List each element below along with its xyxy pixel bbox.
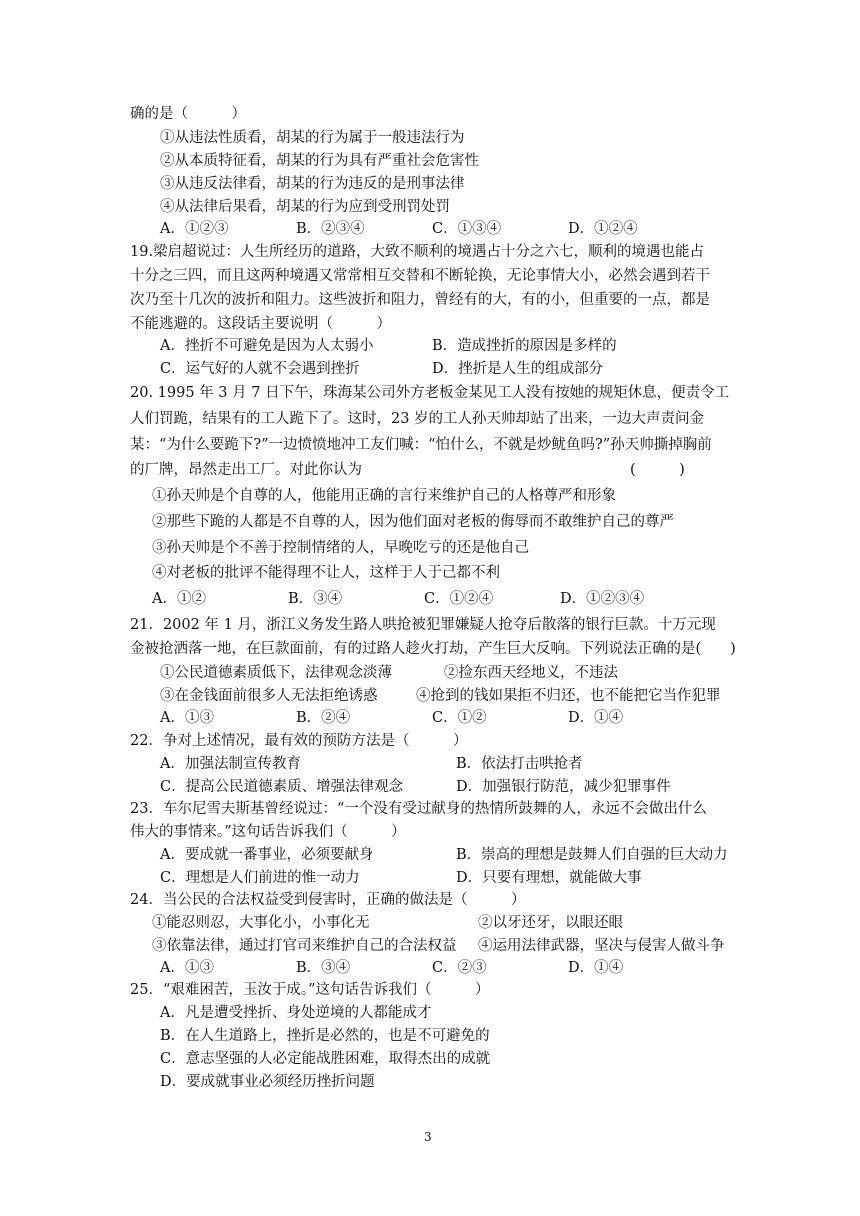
q20-option-d: D．①②③④ (560, 591, 645, 607)
q20-option-b: B．③④ (288, 591, 343, 607)
q21-option-b: B．②④ (296, 710, 351, 726)
q23-option-a: A．要成就一番事业，必须要献身 (160, 847, 374, 863)
q25-option-a: A．凡是遭受挫折、身处逆境的人都能成才 (160, 1005, 432, 1021)
q19-option-c: C．运气好的人就不会遇到挫折 (160, 361, 360, 377)
q21-item-2: ②捡东西天经地义，不违法 (444, 665, 618, 681)
q20-line-2: 人们罚跪，结果有的工人跪下了。这时，23 岁的工人孙天帅却站了出来，一边大声责问金 (130, 411, 705, 427)
q19-line-3: 次乃至十几次的波折和阻力。这些波折和阻力，曾经有的大，有的小，但重要的一点，都是 (130, 292, 710, 308)
q24-option-d: D．①④ (568, 960, 624, 976)
q18-item-2: ②从本质特征看，胡某的行为具有严重社会危害性 (160, 153, 479, 169)
q18-option-b: B．②③④ (296, 221, 365, 237)
q25-option-c: C．意志坚强的人必定能战胜困难，取得杰出的成就 (160, 1051, 491, 1067)
q24-item-1: ①能忍则忍，大事化小，小事化无 (152, 915, 370, 931)
q19-option-d: D．挫折是人生的组成部分 (432, 361, 604, 377)
q25-stem: 25．“艰难困苦，玉汝于成。”这句话告诉我们（ ） (130, 982, 490, 998)
q22-option-d: D．加强银行防范，减少犯罪事件 (456, 779, 671, 795)
q25-option-d: D．要成就事业必须经历挫折问题 (160, 1074, 375, 1090)
q24-option-b: B．③④ (296, 960, 351, 976)
q23-line-1: 23．车尔尼雪夫斯基曾经说过：“一个没有受过献身的热情所鼓舞的人，永远不会做出什么 (130, 801, 707, 817)
q18-item-4: ④从法律后果看，胡某的行为应到受刑罚处罚 (160, 199, 450, 215)
q24-option-a: A．①③ (160, 960, 214, 976)
q25-option-b: B．在人生道路上，挫折是必然的，也是不可避免的 (160, 1028, 490, 1044)
page-number: 3 (424, 1130, 432, 1144)
q24-item-4: ④运用法律武器，坚决与侵害人做斗争 (478, 938, 725, 954)
q20-answer-paren: ( ) (630, 462, 685, 478)
q20-option-c: C．①②④ (424, 591, 494, 607)
q22-option-b: B．依法打击哄抢者 (456, 756, 583, 772)
q21-line-1: 21．2002 年 1 月，浙江义务发生路人哄抢被犯罪嫌疑人抢夺后散落的银行巨款。十万元现 (130, 617, 716, 633)
q19-option-a: A．挫折不可避免是因为人太弱小 (160, 338, 374, 354)
q23-option-b: B．崇高的理想是鼓舞人们自强的巨大动力 (456, 847, 728, 863)
q24-item-2: ②以牙还牙，以眼还眼 (478, 915, 623, 931)
q22-stem: 22．争对上述情况，最有效的预防方法是（ ） (130, 733, 468, 749)
q21-item-3: ③在金钱面前很多人无法拒绝诱惑 (160, 688, 378, 704)
q24-stem: 24．当公民的合法权益受到侵害时，正确的做法是（ ） (130, 892, 526, 908)
q21-item-1: ①公民道德素质低下，法律观念淡薄 (160, 665, 392, 681)
q22-option-c: C．提高公民道德素质、增强法律观念 (160, 779, 404, 795)
q20-line-4: 的厂牌，昂然走出工厂。对此你认为 (130, 462, 362, 478)
q24-item-3: ③依靠法律，通过打官司来维护自己的合法权益 (152, 938, 457, 954)
q18-option-a: A．①②③ (160, 221, 229, 237)
q20-item-2: ②那些下跪的人都是不自尊的人，因为他们面对老板的侮辱而不敢维护自己的尊严 (152, 514, 674, 530)
q20-item-1: ①孙天帅是个自尊的人，他能用正确的言行来维护自己的人格尊严和形象 (152, 488, 616, 504)
q20-option-a: A．①② (152, 591, 206, 607)
q20-item-3: ③孙天帅是个不善于控制情绪的人，早晚吃亏的还是他自己 (152, 540, 529, 556)
q23-line-2: 伟大的事情来。”这句话告诉我们（ ） (130, 824, 406, 840)
q22-option-a: A．加强法制宣传教育 (160, 756, 301, 772)
q23-option-c: C．理想是人们前进的惟一动力 (160, 870, 360, 886)
q18-option-c: C．①③④ (432, 221, 502, 237)
q23-option-d: D．只要有理想，就能做大事 (456, 870, 642, 886)
q19-line-1: 19.梁启超说过：人生所经历的道路，大致不顺利的境遇占十分之六七，顺利的境遇也能占 (130, 244, 705, 260)
q20-line-1: 20. 1995 年 3 月 7 日下午，珠海某公司外方老板金某见工人没有按她的规矩休息，便责令工 (130, 385, 730, 401)
q18-option-d: D．①②④ (568, 221, 638, 237)
q19-line-4: 不能逃避的。这段话主要说明（ ） (130, 316, 391, 332)
q19-option-b: B．造成挫折的原因是多样的 (432, 338, 617, 354)
q19-line-2: 十分之三四，而且这两种境遇又常常相互交替和不断轮换，无论事情大小，必然会遇到若干 (130, 268, 710, 284)
q18-item-1: ①从违法性质看，胡某的行为属于一般违法行为 (160, 130, 465, 146)
q21-item-4: ④抢到的钱如果拒不归还，也不能把它当作犯罪 (416, 688, 721, 704)
q21-line-2: 金被抢洒落一地，在巨款面前，有的过路人趁火打劫，产生巨大反响。下列说法正确的是( ) (130, 641, 736, 657)
q21-option-c: C．①② (432, 710, 487, 726)
q20-item-4: ④对老板的批评不能得理不让人，这样于人于己都不利 (152, 565, 500, 581)
q18-item-3: ③从违反法律看，胡某的行为违反的是刑事法律 (160, 176, 465, 192)
q20-line-3: 某：“为什么要跪下?”一边愤愤地冲工友们喊：“怕什么，不就是炒鱿鱼吗?”孙天帅撕掉胸前 (130, 437, 712, 453)
q18-stem-end: 确的是（ ） (130, 106, 246, 122)
q21-option-d: D．①④ (568, 710, 624, 726)
q24-option-c: C．②③ (432, 960, 487, 976)
q21-option-a: A．①③ (160, 710, 214, 726)
